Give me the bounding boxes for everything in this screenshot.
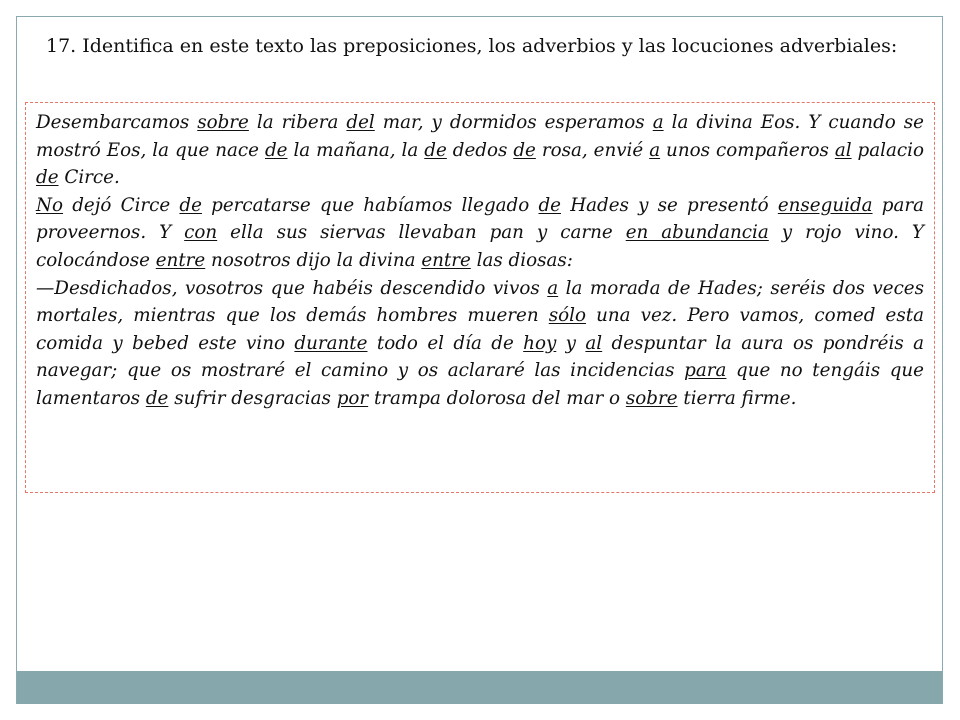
text-run: nosotros dijo la divina bbox=[205, 249, 422, 271]
exercise-instruction: 17. Identifica en este texto las preposiciones, los adverbios y las locuciones adverbiales: bbox=[46, 35, 898, 57]
paragraph-2 bbox=[36, 192, 924, 275]
underlined-word: a bbox=[547, 277, 559, 299]
text-run: unos compañeros bbox=[660, 139, 835, 161]
paragraph-1 bbox=[36, 109, 924, 192]
text-run: trampa dolorosa del mar o bbox=[368, 387, 626, 409]
underlined-word: de bbox=[538, 194, 561, 216]
underlined-word: sobre bbox=[197, 112, 249, 133]
text-run: que no tengáis que lamentaros bbox=[36, 360, 924, 409]
underlined-word: para bbox=[684, 360, 727, 382]
underlined-word: de bbox=[179, 194, 202, 216]
text-run: las diosas: bbox=[470, 249, 573, 271]
underlined-word: No bbox=[36, 194, 64, 216]
text-run: y rojo vino. Y colocándose bbox=[36, 222, 924, 271]
underlined-word: entre bbox=[421, 249, 471, 271]
text-run: mar, y dormidos esperamos bbox=[374, 112, 653, 133]
text-run: todo el día de bbox=[367, 332, 524, 354]
text-run: la mañana, la bbox=[287, 139, 425, 161]
text-run: la morada de Hades; seréis dos veces mortales, mientras que los demás hombres mueren bbox=[36, 277, 925, 327]
text-run: —Desdichados, vosotros que habéis descendido vivos bbox=[36, 277, 548, 299]
text-run: percatarse que habíamos llegado bbox=[201, 194, 539, 216]
text-run: Desembarcamos bbox=[36, 112, 198, 133]
text-run: palacio bbox=[851, 139, 924, 161]
text-run: rosa, envié bbox=[535, 139, 650, 161]
underlined-word: a bbox=[649, 139, 661, 161]
text-run: tierra firme. bbox=[677, 387, 797, 409]
paragraph-3 bbox=[36, 275, 924, 413]
underlined-word: en abundancia bbox=[625, 222, 769, 244]
underlined-word: al bbox=[834, 139, 852, 161]
underlined-word: sólo bbox=[548, 305, 586, 327]
text-run: Hades y se presentó bbox=[561, 194, 778, 216]
text-run: una vez. Pero vamos, comed esta comida y bebed este vino bbox=[36, 305, 924, 354]
text-run: la ribera bbox=[248, 112, 347, 133]
text-run: despuntar la aura os pondréis a navegar; que os mostraré el camino y os aclararé las incidencias bbox=[36, 332, 924, 382]
underlined-word: con bbox=[184, 222, 218, 244]
footer-bar bbox=[17, 671, 942, 704]
underlined-word: sobre bbox=[625, 387, 678, 409]
text-run: para proveernos. Y bbox=[36, 194, 924, 244]
underlined-word: enseguida bbox=[777, 194, 873, 216]
text-run: dejó Circe bbox=[63, 194, 180, 216]
text-run: la divina Eos. Y cuando se mostró Eos, la que nace bbox=[36, 112, 924, 161]
underlined-word: al bbox=[585, 332, 603, 354]
text-run: dedos bbox=[446, 139, 514, 161]
underlined-word: a bbox=[652, 112, 664, 133]
underlined-word: de bbox=[36, 167, 59, 189]
underlined-word: hoy bbox=[523, 332, 557, 354]
text-run: y bbox=[556, 332, 586, 354]
underlined-word: por bbox=[336, 387, 369, 409]
text-run: sufrir desgracias bbox=[168, 387, 337, 409]
text-run: ella sus siervas llevaban pan y carne bbox=[217, 222, 626, 244]
underlined-word: del bbox=[346, 112, 375, 133]
text-run: Circe. bbox=[58, 167, 120, 189]
underlined-word: de bbox=[424, 139, 447, 161]
underlined-word: durante bbox=[294, 332, 368, 354]
underlined-word: de bbox=[513, 139, 536, 161]
underlined-word: entre bbox=[155, 249, 206, 271]
underlined-word: de bbox=[145, 387, 169, 409]
underlined-word: de bbox=[264, 139, 288, 161]
text-passage-box bbox=[25, 102, 935, 493]
